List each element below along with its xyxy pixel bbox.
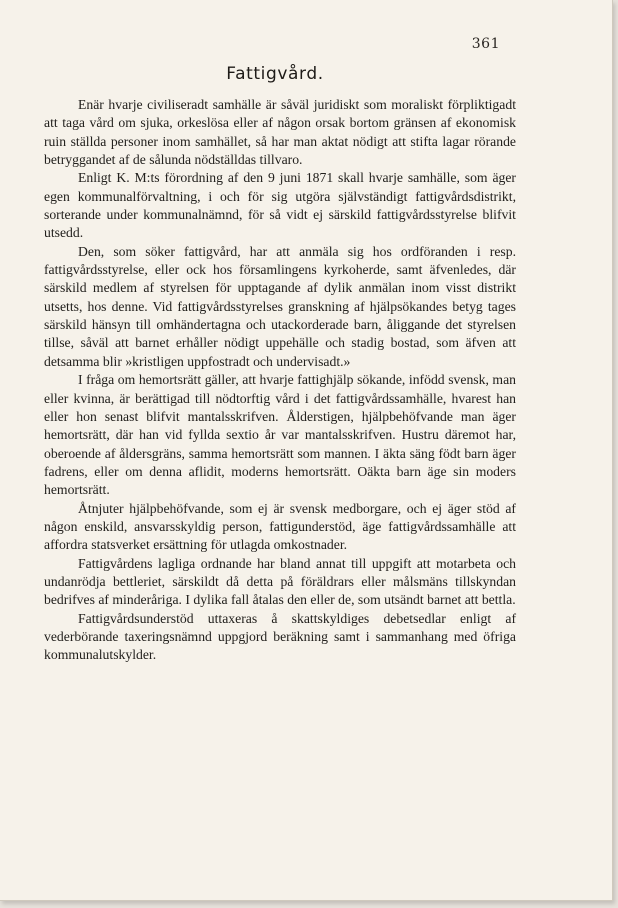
paragraph: Fattigvårdens lagliga ordnande har bland annat till uppgift att motarbeta och undanrödja bettleriet, särskildt då detta på föräldrars eller målsmäns tillskyndan bedrifves af minderåriga. I dylika fall åtalas den eller de, som utsändt barnet att bettla.: [44, 555, 516, 608]
paragraph: Enligt K. M:ts förordning af den 9 juni 1871 skall hvarje samhälle, som äger egen kommunalförvaltning, i och för sig utgöra självständigt fattigvårdsdistrikt, sorterande under kommunalnämnd, för så vidt ej särskild fattigvårdsstyrelse blifvit utsedd.: [44, 170, 516, 241]
chapter-title: Fattigvård.: [226, 64, 324, 84]
paragraph: Åtnjuter hjälpbehöfvande, som ej är svensk medborgare, och ej äger stöd af någon enskild, ansvarsskyldig person, fattigunderstöd, äge fattigvårdssamhälle att affordra statsverket ersättning för utlagda omkostnader.: [44, 500, 516, 553]
page-number: 361: [471, 36, 500, 52]
paragraph: I fråga om hemortsrätt gäller, att hvarje fattighjälp sökande, infödd svensk, man eller kvinna, är berättigad till nödtorftig vård i det fattigvårdssamhälle, hvarest han eller hon senast blifvit mantalsskrifven. Ålderstigen, hjälpbehöfvande man äger hemortsrätt, där han vid fyllda sextio år var mantalsskrifven. Hustru däremot har, oberoende af åldersgräns, samma hemortsrätt som mannen. I äkta säng födt barn äger fadrens, eller om denna aflidit, moderns hemortsrätt. Oäkta barn äge sin moders hemortsrätt.: [44, 372, 516, 498]
paragraph: Enär hvarje civiliseradt samhälle är såväl juridiskt som moraliskt förpliktigadt att taga vård om sjuka, orkeslösa eller af någon orsak bortom gränsen af ekonomisk ruin ställda personer inom samhället, så har man aktat nödigt att stifta lagar rörande betryggandet af de sålunda nödställdas tillvaro.: [44, 97, 516, 168]
paragraph: Den, som söker fattigvård, har att anmäla sig hos ordföranden i resp. fattigvårdsstyrelse, eller ock hos församlingens kyrkoherde, samt äfvenledes, där särskild medlem af styrelsen för upptagande af dylik anmälan inom visst distrikt utsetts, hos denne. Vid fattigvårdsstyrelses granskning af hjälpsökandes betyg tages särskild hänsyn till omhändertagna och utackorderade barn, åliggande det styrelsen tillse, såväl att barnet erhåller nödigt uppehälle och stadig bostad, som äfven att detsamma blir »kristligen uppfostradt och undervisadt.»: [44, 243, 516, 369]
body-text: [44, 96, 516, 665]
paragraph: Fattigvårdsunderstöd uttaxeras å skattskyldiges debetsedlar enligt af vederbörande taxeringsnämnd uppgjord beräkning samt i sammanhang med öfriga kommunalutskylder.: [44, 610, 516, 663]
